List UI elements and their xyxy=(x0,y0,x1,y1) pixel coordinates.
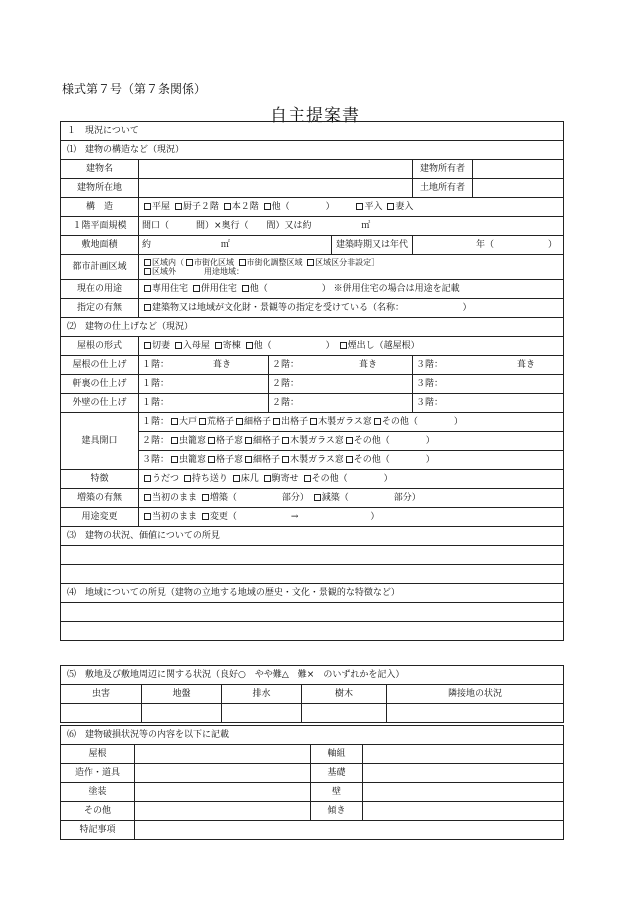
option-label: 市街化調整区域 xyxy=(246,258,303,267)
floor-label: ２階： xyxy=(272,398,300,408)
area-unit: ㎡ xyxy=(220,240,230,250)
wall-finish-f1[interactable] xyxy=(139,394,269,413)
option-label: 厨子２階 xyxy=(182,202,219,212)
checkbox[interactable] xyxy=(175,203,182,210)
building-location-field[interactable] xyxy=(139,179,413,198)
option-label: 荒格子 xyxy=(207,417,235,427)
s4-field-1[interactable] xyxy=(61,603,564,622)
s2-title: ⑵ 建物の仕上げなど（現況） xyxy=(61,318,564,337)
checkbox[interactable] xyxy=(239,259,246,266)
building-owner-field[interactable] xyxy=(473,160,564,179)
structure-options xyxy=(139,198,564,217)
checkbox[interactable] xyxy=(144,342,151,349)
site-area-field[interactable] xyxy=(139,236,332,255)
option-label: 細格子 xyxy=(253,455,281,465)
checkbox[interactable] xyxy=(186,259,193,266)
checkbox[interactable] xyxy=(304,475,311,482)
damage-label: 壁 xyxy=(311,783,363,802)
city-zone-options xyxy=(139,255,564,280)
wall-finish-f2[interactable] xyxy=(269,394,413,413)
option-label: 格子窓 xyxy=(216,455,244,465)
option-label: その他（ ） xyxy=(381,417,463,427)
construction-period-label: 建築時期又は年代 xyxy=(332,236,413,255)
checkbox[interactable] xyxy=(224,203,231,210)
s6-title: ⑹ 建物破損状況等の内容を以下に記載 xyxy=(61,726,564,745)
roof-form-options xyxy=(139,337,564,356)
col-adjacent: 隣接地の状況 xyxy=(387,685,564,704)
option-label: 切妻 xyxy=(152,341,171,351)
checkbox[interactable] xyxy=(245,437,252,444)
option-label: 入母屋 xyxy=(182,341,210,351)
checkbox[interactable] xyxy=(387,203,394,210)
wall-finish-f3[interactable] xyxy=(413,394,564,413)
finish-suffix: 葺き xyxy=(359,360,378,370)
option-label: 当初のまま xyxy=(152,512,198,522)
structure-label: 構 造 xyxy=(61,198,139,217)
checkbox[interactable] xyxy=(264,203,271,210)
section1-title: １ 現況について xyxy=(61,122,564,141)
option-label: 用途地域： xyxy=(204,267,244,276)
option-label: 格子窓 xyxy=(216,436,244,446)
building-structure-table xyxy=(60,121,564,641)
option-label: 平屋 xyxy=(152,202,171,212)
checkbox[interactable] xyxy=(171,456,178,463)
finish-suffix: 葺き xyxy=(517,360,536,370)
option-label: その他（ ） xyxy=(311,474,393,484)
checkbox[interactable] xyxy=(144,259,151,266)
s4-field-2[interactable] xyxy=(61,622,564,641)
checkbox[interactable] xyxy=(144,475,151,482)
damage-field[interactable] xyxy=(363,783,564,802)
usage-change-label: 用途変更 xyxy=(61,508,139,527)
option-label: 専用住宅 xyxy=(152,284,189,294)
floor-label: ３階： xyxy=(142,455,170,465)
form-number: 様式第７号（第７条関係） xyxy=(62,82,207,96)
option-label: 本２階 xyxy=(231,202,259,212)
fittings-label: 建具開口 xyxy=(61,413,139,470)
col-pest: 虫害 xyxy=(61,685,142,704)
option-label: 他（ ） xyxy=(249,284,331,294)
checkbox[interactable] xyxy=(208,437,215,444)
eaves-finish-f3[interactable] xyxy=(413,375,564,394)
damage-field[interactable] xyxy=(135,764,311,783)
option-label: 併用住宅 xyxy=(200,284,237,294)
finish-suffix: 葺き xyxy=(213,360,232,370)
option-label: 持ち送り xyxy=(191,474,228,484)
s1-title: ⑴ 建物の構造など（現況） xyxy=(61,141,564,160)
checkbox[interactable] xyxy=(144,513,151,520)
checkbox[interactable] xyxy=(202,513,209,520)
checkbox[interactable] xyxy=(202,494,209,501)
designation-label: 指定の有無 xyxy=(61,299,139,318)
option-label: 変更（ → ） xyxy=(209,512,380,522)
trees-field[interactable] xyxy=(302,704,387,723)
damage-label: 屋根 xyxy=(61,745,135,764)
extension-options xyxy=(139,489,564,508)
damage-field[interactable] xyxy=(135,802,311,821)
damage-field[interactable] xyxy=(135,783,311,802)
damage-label: 傾き xyxy=(311,802,363,821)
option-label: 虫籠窓 xyxy=(179,436,207,446)
roof-finish-label: 屋根の仕上げ xyxy=(61,356,139,375)
option-label: その他（ ） xyxy=(353,455,435,465)
roof-finish-f3[interactable] xyxy=(413,356,564,375)
building-name-label: 建物名 xyxy=(61,160,139,179)
approx-text: 約 xyxy=(142,240,152,250)
option-label: 他（ ） xyxy=(253,341,335,351)
option-label: その他（ ） xyxy=(353,436,435,446)
damage-field[interactable] xyxy=(363,764,564,783)
checkbox[interactable] xyxy=(171,437,178,444)
current-use-options xyxy=(139,280,564,299)
floor-label: ２階： xyxy=(272,360,300,370)
ground-field[interactable] xyxy=(142,704,222,723)
option-label: 細格子 xyxy=(244,417,272,427)
damage-label: 軸組 xyxy=(311,745,363,764)
s3-title: ⑶ 建物の状況、価値についての所見 xyxy=(61,527,564,546)
building-name-field[interactable] xyxy=(139,160,413,179)
floor-label: ３階： xyxy=(416,379,444,389)
floor-plan-text: 間口（ 間）×奥行（ 間）又は約 xyxy=(142,221,312,231)
land-owner-field[interactable] xyxy=(473,179,564,198)
damage-field[interactable] xyxy=(363,802,564,821)
damage-field[interactable] xyxy=(363,745,564,764)
damage-label: 基礎 xyxy=(311,764,363,783)
checkbox[interactable] xyxy=(184,475,191,482)
fittings-row-2 xyxy=(139,432,564,451)
page-title: 自主提案書 xyxy=(270,106,360,126)
option-label: 駒寄せ xyxy=(271,474,299,484)
option-label: 増築（ 部分） xyxy=(209,493,309,503)
city-zone-label: 都市計画区域 xyxy=(61,255,139,280)
option-label: 建築物又は地域が文化財・景観等の指定を受けている（名称： ） xyxy=(152,303,472,313)
option-label: 妻入 xyxy=(395,202,414,212)
option-label: 区域外 xyxy=(152,267,176,276)
checkbox[interactable] xyxy=(208,456,215,463)
checkbox[interactable] xyxy=(144,304,151,311)
option-label: 区域内（ xyxy=(152,258,184,267)
drainage-field[interactable] xyxy=(222,704,302,723)
building-location-label: 建物所在地 xyxy=(61,179,139,198)
checkbox[interactable] xyxy=(246,342,253,349)
checkbox[interactable] xyxy=(193,285,200,292)
checkbox[interactable] xyxy=(144,203,151,210)
fittings-row-1 xyxy=(139,413,564,432)
checkbox[interactable] xyxy=(273,418,280,425)
area-unit: ㎡ xyxy=(361,221,371,231)
damage-label: 塗装 xyxy=(61,783,135,802)
s3-field-2[interactable] xyxy=(61,565,564,584)
option-label: 木製ガラス窓 xyxy=(318,417,372,427)
checkbox[interactable] xyxy=(144,494,151,501)
checkbox[interactable] xyxy=(314,494,321,501)
option-label: 煙出し（越屋根） xyxy=(347,341,420,351)
building-owner-label: 建物所有者 xyxy=(413,160,473,179)
year-text: 年（ ） xyxy=(476,240,558,250)
floor-plan-label: １階平面規模 xyxy=(61,217,139,236)
current-use-label: 現在の用途 xyxy=(61,280,139,299)
roof-finish-f2[interactable] xyxy=(269,356,413,375)
option-label: 区域区分非設定］ xyxy=(315,258,380,267)
option-label: 木製ガラス窓 xyxy=(290,436,344,446)
checkbox[interactable] xyxy=(144,285,151,292)
construction-period-field[interactable] xyxy=(413,236,564,255)
s3-field-1[interactable] xyxy=(61,546,564,565)
damage-label: その他 xyxy=(61,802,135,821)
col-drainage: 排水 xyxy=(222,685,302,704)
features-options xyxy=(139,470,564,489)
special-notes-label: 特記事項 xyxy=(61,821,135,840)
floor-label: １階： xyxy=(142,398,170,408)
extension-label: 増築の有無 xyxy=(61,489,139,508)
eaves-finish-f1[interactable] xyxy=(139,375,269,394)
option-label: 大戸 xyxy=(179,417,198,427)
damage-field[interactable] xyxy=(135,745,311,764)
special-notes-field[interactable] xyxy=(135,821,564,840)
checkbox[interactable] xyxy=(215,342,222,349)
checkbox[interactable] xyxy=(233,475,240,482)
checkbox[interactable] xyxy=(340,342,347,349)
checkbox[interactable] xyxy=(236,418,243,425)
col-ground: 地盤 xyxy=(142,685,222,704)
checkbox[interactable] xyxy=(282,437,289,444)
col-trees: 樹木 xyxy=(302,685,387,704)
checkbox[interactable] xyxy=(171,418,178,425)
site-area-label: 敷地面積 xyxy=(61,236,139,255)
floor-label: ３階： xyxy=(416,398,444,408)
checkbox[interactable] xyxy=(374,418,381,425)
option-label: うだつ xyxy=(152,474,180,484)
site-condition-table xyxy=(60,665,564,723)
roof-form-label: 屋根の形式 xyxy=(61,337,139,356)
adjacent-field[interactable] xyxy=(387,704,564,723)
use-note: ※併用住宅の場合は用途を記載 xyxy=(333,284,460,294)
option-label: 市街化区域 xyxy=(194,258,234,267)
option-label: 平入 xyxy=(364,202,383,212)
option-label: 他（ ） xyxy=(271,202,335,212)
checkbox[interactable] xyxy=(307,259,314,266)
eaves-finish-label: 軒裏の仕上げ xyxy=(61,375,139,394)
floor-label: １階： xyxy=(142,360,170,370)
option-label: 虫籠窓 xyxy=(179,455,207,465)
checkbox[interactable] xyxy=(144,268,151,275)
floor-label: １階： xyxy=(142,379,170,389)
eaves-finish-f2[interactable] xyxy=(269,375,413,394)
option-label: 出格子 xyxy=(281,417,309,427)
roof-finish-f1[interactable] xyxy=(139,356,269,375)
floor-label: ３階： xyxy=(416,360,444,370)
land-owner-label: 土地所有者 xyxy=(413,179,473,198)
option-label: 木製ガラス窓 xyxy=(290,455,344,465)
checkbox[interactable] xyxy=(346,456,353,463)
checkbox[interactable] xyxy=(245,456,252,463)
floor-label: ２階： xyxy=(272,379,300,389)
checkbox[interactable] xyxy=(264,475,271,482)
checkbox[interactable] xyxy=(356,203,363,210)
checkbox[interactable] xyxy=(242,285,249,292)
designation-option xyxy=(139,299,564,318)
floor-plan-field[interactable] xyxy=(139,217,564,236)
s5-title: ⑸ 敷地及び敷地周辺に関する状況（良好○ やや難△ 難× のいずれかを記入） xyxy=(61,666,564,685)
checkbox[interactable] xyxy=(175,342,182,349)
s4-title: ⑷ 地域についての所見（建物の立地する地域の歴史・文化・景観的な特徴など） xyxy=(61,584,564,603)
option-label: 床几 xyxy=(240,474,259,484)
checkbox[interactable] xyxy=(310,418,317,425)
checkbox[interactable] xyxy=(346,437,353,444)
fittings-row-3 xyxy=(139,451,564,470)
floor-label: ２階： xyxy=(142,436,170,446)
checkbox[interactable] xyxy=(282,456,289,463)
features-label: 特徴 xyxy=(61,470,139,489)
option-label: 細格子 xyxy=(253,436,281,446)
checkbox[interactable] xyxy=(199,418,206,425)
option-label: 当初のまま xyxy=(152,493,198,503)
usage-change-options xyxy=(139,508,564,527)
pest-field[interactable] xyxy=(61,704,142,723)
damage-label: 造作・道具 xyxy=(61,764,135,783)
option-label: 減築（ 部分） xyxy=(321,493,421,503)
damage-table xyxy=(60,725,564,840)
wall-finish-label: 外壁の仕上げ xyxy=(61,394,139,413)
floor-label: １階： xyxy=(142,417,170,427)
option-label: 寄棟 xyxy=(222,341,241,351)
